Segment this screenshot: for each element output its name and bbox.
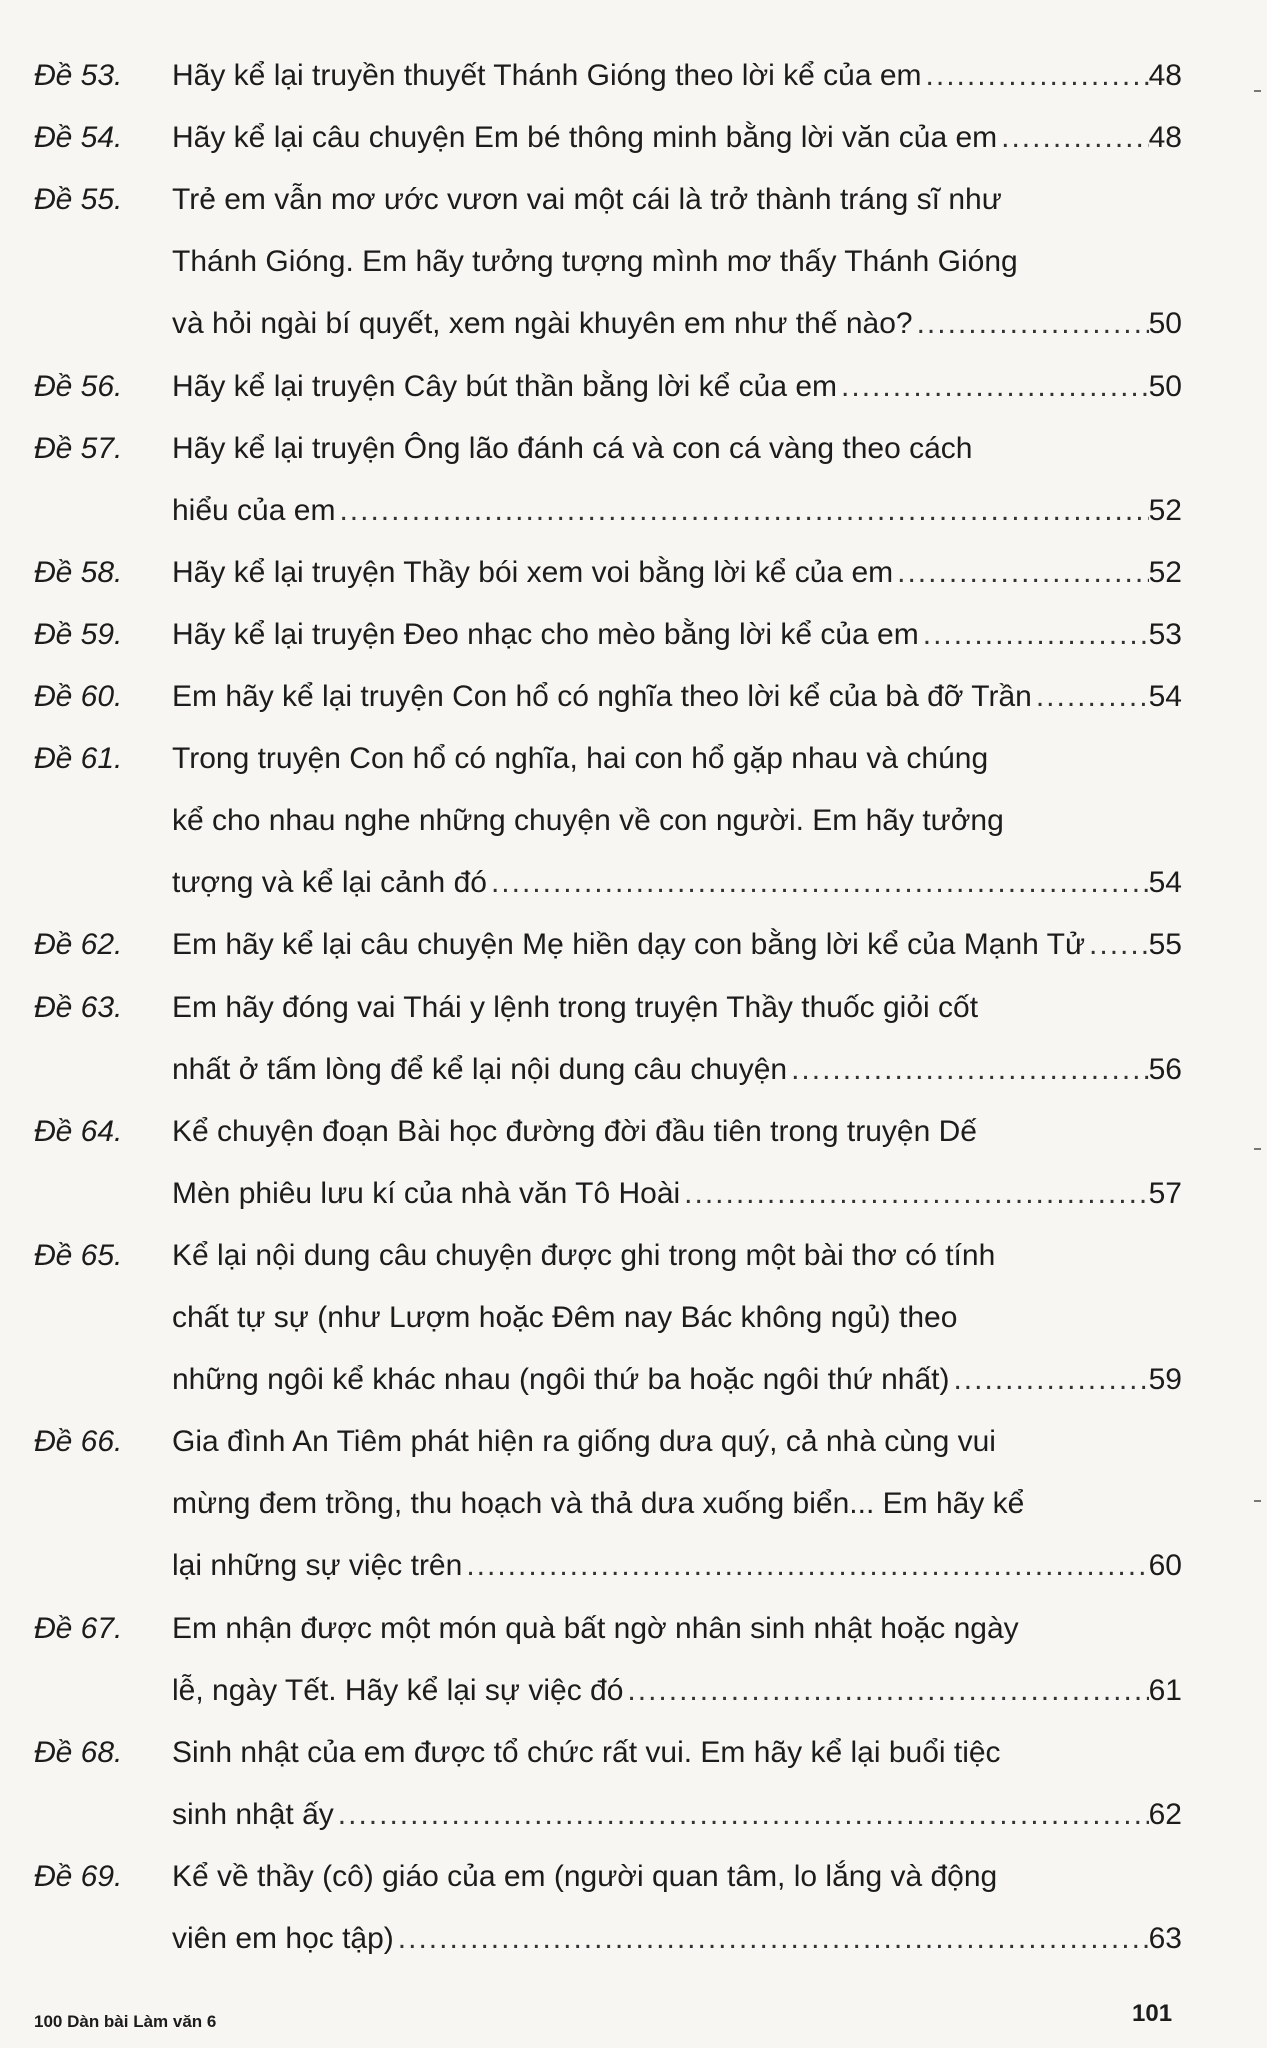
- toc-entry-text: Hãy kể lại truyền thuyết Thánh Gióng theo lời kể của em: [172, 59, 922, 92]
- toc-entry-page: 56: [1148, 1052, 1182, 1086]
- footer-book-title: 100 Dàn bài Làm văn 6: [34, 2012, 217, 2031]
- toc-entry-line: kể cho nhau nghe những chuyện về con người. Em hãy tưởng: [172, 804, 1004, 838]
- dot-leader: [334, 1784, 1149, 1846]
- toc-entry-line: [172, 1908, 1182, 1970]
- dot-leader: [680, 1163, 1148, 1225]
- toc-entry-page: 60: [1148, 1549, 1182, 1583]
- toc-entry-text: Em hãy kể lại câu chuyện Mẹ hiền dạy con bằng lời kể của Mạnh Tử: [172, 928, 1086, 962]
- toc-entry-text: nhất ở tấm lòng để kể lại nội dung câu chuyện: [172, 1052, 788, 1086]
- toc-entry-line: Gia đình An Tiêm phát hiện ra giống dưa quý, cả nhà cùng vui: [172, 1425, 996, 1459]
- dot-leader: [1085, 914, 1149, 976]
- toc-entry-line: [172, 107, 1182, 169]
- page-edge-mark: [1254, 90, 1261, 92]
- toc-entry-number: Đề 65.: [34, 1238, 123, 1272]
- dot-leader: [922, 45, 1149, 107]
- toc-entry-line: Kể lại nội dung câu chuyện được ghi trong một bài thơ có tính: [172, 1238, 996, 1272]
- toc-entry-page: 62: [1148, 1797, 1182, 1831]
- toc-entry-line: Kể về thầy (cô) giáo của em (người quan tâm, lo lắng và động: [172, 1859, 998, 1893]
- toc-entry-line: [172, 852, 1182, 914]
- toc-entry-page: 55: [1148, 928, 1182, 962]
- toc-entry-text: tượng và kể lại cảnh đó: [172, 866, 487, 900]
- toc-entry-number: Đề 68.: [34, 1735, 123, 1769]
- dot-leader: [1032, 666, 1149, 728]
- toc-entry-number: Đề 54.: [34, 121, 123, 155]
- toc-entry-number: Đề 67.: [34, 1611, 123, 1645]
- toc-entry-line: mừng đem trồng, thu hoạch và thả dưa xuống biển... Em hãy kể: [172, 1487, 1025, 1521]
- toc-entry-text: Em hãy kể lại truyện Con hổ có nghĩa theo lời kể của bà đỡ Trần: [172, 680, 1032, 713]
- dot-leader: [913, 293, 1149, 355]
- toc-entry-line: Kể chuyện đoạn Bài học đường đời đầu tiên trong truyện Dế: [172, 1114, 977, 1148]
- toc-entry-page: 48: [1148, 59, 1182, 92]
- toc-entry-line: [172, 1535, 1182, 1597]
- footer-page-number: 101: [1132, 2000, 1173, 2027]
- toc-entry-page: 63: [1148, 1921, 1182, 1955]
- toc-entry-number: Đề 61.: [34, 742, 123, 776]
- toc-entry-page: 53: [1148, 617, 1182, 651]
- dot-leader: [623, 1660, 1148, 1722]
- toc-entry-line: [172, 45, 1182, 107]
- dot-leader: [893, 542, 1148, 604]
- toc-entry-line: [172, 480, 1182, 542]
- toc-entry-text: sinh nhật ấy: [172, 1797, 334, 1831]
- toc-entry-text: lễ, ngày Tết. Hãy kể lại sự việc đó: [172, 1673, 624, 1707]
- dot-leader: [837, 356, 1149, 418]
- toc-entry-line: [172, 1784, 1182, 1846]
- toc-entry-line: Em nhận được một món quà bất ngờ nhân sinh nhật hoặc ngày: [172, 1611, 1019, 1645]
- toc-entry-number: Đề 59.: [34, 617, 123, 651]
- toc-entry-line: Trẻ em vẫn mơ ước vươn vai một cái là trở thành tráng sĩ như: [172, 183, 1002, 217]
- toc-entry-line: [172, 1039, 1182, 1101]
- toc-entry-line: Trong truyện Con hổ có nghĩa, hai con hổ gặp nhau và chúng: [172, 742, 989, 776]
- dot-leader: [335, 480, 1148, 542]
- toc-entry-text: Hãy kể lại câu chuyện Em bé thông minh bằng lời văn của em: [172, 121, 998, 155]
- dot-leader: [919, 604, 1149, 666]
- dot-leader: [949, 1349, 1148, 1411]
- toc-entry-line: [172, 356, 1182, 418]
- dot-leader: [487, 852, 1149, 914]
- toc-entry-page: 50: [1148, 369, 1182, 403]
- toc-entry-line: Hãy kể lại truyện Ông lão đánh cá và con cá vàng theo cách: [172, 431, 973, 465]
- dot-leader: [394, 1908, 1149, 1970]
- toc-entry-number: Đề 69.: [34, 1859, 123, 1893]
- toc-entry-page: 52: [1148, 493, 1182, 527]
- toc-entry-line: Em hãy đóng vai Thái y lệnh trong truyện Thầy thuốc giỏi cốt: [172, 990, 979, 1024]
- toc-entry-page: 50: [1148, 307, 1182, 341]
- toc-entry-line: [172, 604, 1182, 666]
- toc-entry-text: và hỏi ngài bí quyết, xem ngài khuyên em như thế nào?: [172, 307, 913, 341]
- dot-leader: [462, 1535, 1148, 1597]
- toc-entry-number: Đề 55.: [34, 183, 123, 217]
- toc-entry-page: 54: [1148, 680, 1182, 713]
- toc-entry-line: [172, 666, 1182, 728]
- toc-entry-number: Đề 62.: [34, 928, 123, 962]
- toc-entry-number: Đề 57.: [34, 431, 123, 465]
- toc-entry-number: Đề 66.: [34, 1425, 123, 1459]
- toc-entry-text: Mèn phiêu lưu kí của nhà văn Tô Hoài: [172, 1176, 681, 1210]
- toc-entry-number: Đề 63.: [34, 990, 123, 1024]
- page-edge-mark: [1254, 1500, 1261, 1502]
- toc-entry-page: 48: [1148, 121, 1182, 155]
- toc-entry-page: 54: [1148, 866, 1182, 900]
- toc-entry-line: [172, 1349, 1182, 1411]
- toc-entry-line: [172, 1660, 1182, 1722]
- toc-entry-number: Đề 56.: [34, 369, 123, 403]
- dot-leader: [997, 107, 1148, 169]
- toc-entry-line: Sinh nhật của em được tổ chức rất vui. Em hãy kể lại buổi tiệc: [172, 1735, 1001, 1769]
- toc-entry-number: Đề 58.: [34, 555, 123, 589]
- toc-entry-line: [172, 914, 1182, 976]
- toc-entry-text: Hãy kể lại truyện Cây bút thần bằng lời kể của em: [172, 369, 838, 403]
- toc-entry-text: những ngôi kể khác nhau (ngôi thứ ba hoặc ngôi thứ nhất): [172, 1363, 950, 1397]
- toc-entry-text: Hãy kể lại truyện Thầy bói xem voi bằng lời kể của em: [172, 555, 894, 589]
- toc-entry-text: viên em học tập): [172, 1921, 394, 1955]
- toc-entry-page: 52: [1148, 555, 1182, 589]
- toc-entry-text: Hãy kể lại truyện Đeo nhạc cho mèo bằng lời kể của em: [172, 617, 919, 651]
- toc-entry-page: 61: [1148, 1673, 1182, 1707]
- toc-entry-number: Đề 64.: [34, 1114, 123, 1148]
- page-edge-mark: [1254, 1148, 1261, 1150]
- toc-entry-text: lại những sự việc trên: [172, 1549, 463, 1583]
- toc-entry-line: chất tự sự (như Lượm hoặc Đêm nay Bác không ngủ) theo: [172, 1300, 958, 1334]
- toc-entry-text: hiểu của em: [172, 493, 336, 527]
- dot-leader: [787, 1039, 1149, 1101]
- toc-entry-line: [172, 542, 1182, 604]
- toc-entry-number: Đề 53.: [34, 59, 123, 92]
- toc-entry-line: [172, 293, 1182, 355]
- toc-entry-page: 57: [1148, 1176, 1182, 1210]
- toc-entry-number: Đề 60.: [34, 680, 123, 713]
- toc-entry-line: [172, 1163, 1182, 1225]
- toc-entry-line: Thánh Gióng. Em hãy tưởng tượng mình mơ thấy Thánh Gióng: [172, 245, 1018, 279]
- toc-entry-page: 59: [1148, 1363, 1182, 1397]
